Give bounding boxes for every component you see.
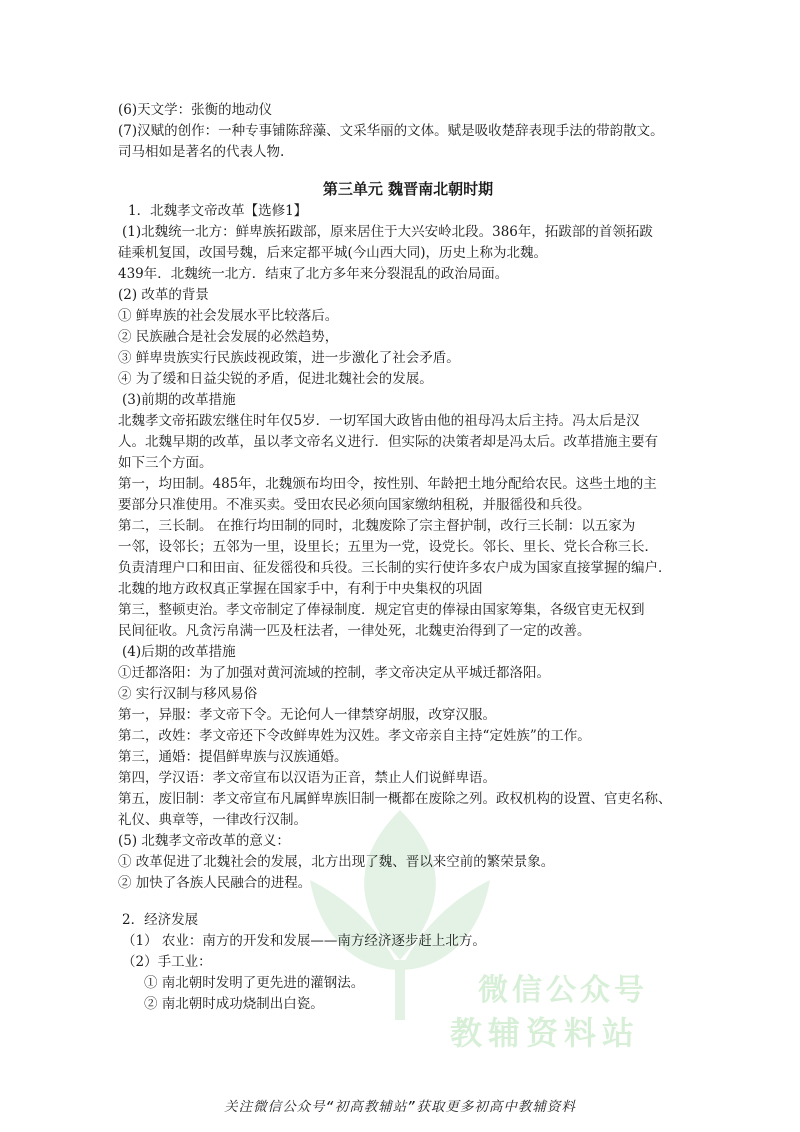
paragraph-line: 礼仪、典章等，一律改行汉制。 [118,812,307,828]
list-item: ①迁都洛阳：为了加强对黄河流域的控制，孝文帝决定从平城迁都洛阳。 [118,665,550,681]
page-footer: 关注微信公众号“初高教辅站”获取更多初高中教辅资料 [224,1099,576,1115]
paragraph-line: 439年．北魏统一北方．结束了北方多年来分裂混乱的政治局面。 [118,266,509,282]
spacer [118,894,698,910]
list-item: （2）手工业： [122,954,212,970]
paragraph-line: 北魏的地方政权真正掌握在国家手中，有利于中央集权的巩固 [118,581,483,597]
list-item: ① 鲜卑族的社会发展水平比较落后。 [118,308,339,324]
paragraph-line: 第一，均田制。485年，北魏颁布均田令，按性别、年龄把土地分配给农民。这些土地的主 [118,476,657,492]
paragraph-line: 第一，异服：孝文帝下令。无论何人一律禁穿胡服，改穿汉服。 [118,707,496,723]
subsection-heading: (2) 改革的背景 [118,287,209,303]
paragraph-line: 北魏孝文帝拓跋宏继住时年仅5岁．一切军国大政皆由他的祖母冯太后主持。冯太后是汉 [118,413,640,429]
paragraph-line: 第四，学汉语：孝文帝宣布以汉语为正音，禁止人们说鲜卑语。 [118,770,496,786]
paragraph-line: 要部分只准使用。不准买卖。受田农民必须向国家缴纳租税，并服徭役和兵役。 [118,497,591,513]
paragraph-line: 第三，整顿吏治。孝文帝制定了俸禄制度．规定官吏的俸禄由国家筹集，各级官吏无权到 [118,602,645,618]
intro-line: (6)天文学：张衡的地动仪 [118,102,273,118]
paragraph-line: 如下三个方面。 [118,455,213,471]
watermark-text-2: 教辅资料站 [450,1014,641,1052]
list-item: （1） 农业：南方的开发和发展——南方经济逐步赶上北方。 [122,933,486,949]
paragraph-line: 硅乘机复国，改国号魏，后来定都平城(今山西大同)，历史上称为北魏。 [118,245,548,261]
list-item: ① 南北朝时发明了更先进的灌钢法。 [144,975,365,991]
subsection-heading: (5) 北魏孝文帝改革的意义： [118,833,290,849]
subsection-heading: (3)前期的改革措施 [122,392,236,408]
watermark-text-1: 微信公众号 [478,973,648,1008]
unit-title: 第三单元 魏晋南北朝时期 [322,180,494,198]
paragraph-line: 第二，改姓：孝文帝还下令改鲜卑姓为汉姓。孝文帝亲自主持“定姓族”的工作。 [118,728,591,744]
list-item: ② 实行汉制与移风易俗 [118,686,258,702]
list-item: ① 改革促进了北魏社会的发展，北方出现了魏、晋以来空前的繁荣景象。 [118,854,555,870]
paragraph-line: 民间征收。凡贪污帛满一匹及枉法者，一律处死，北魏吏治得到了一定的改善。 [118,623,591,639]
list-item: ② 南北朝时成功烧制出白瓷。 [144,996,324,1012]
intro-line: 司马相如是著名的代表人物. [118,144,285,160]
paragraph-line: 第五，废旧制：孝文帝宣布凡属鲜卑族旧制一概都在废除之列。政权机构的设置、官吏名称、 [118,791,672,807]
paragraph-line: 人。北魏早期的改革，虽以孝文帝名义进行．但实际的决策者却是冯太后。改革措施主要有 [118,434,658,450]
list-item: ③ 鲜卑贵族实行民族歧视政策，进一步激化了社会矛盾。 [118,350,460,366]
list-item: ④ 为了缓和日益尖锐的矛盾，促进北魏社会的发展。 [118,371,433,387]
paragraph-line: 负责清理户口和田亩、征发徭役和兵役。三长制的实行使许多农户成为国家直接掌握的编户． [118,560,672,576]
list-item: ② 加快了各族人民融合的进程。 [118,875,312,891]
paragraph-line: 一邻，设邻长；五邻为一里，设里长；五里为一党，设党长。邻长、里长、党长合称三长． [118,539,658,555]
paragraph-line: 第三，通婚：提倡鲜卑族与汉族通婚。 [118,749,348,765]
subsection-heading: (4)后期的改革措施 [122,644,236,660]
paragraph-line: (1)北魏统一北方：鲜卑族拓跋部，原来居住于大兴安岭北段。386年，拓跋部的首领拓跋 [122,224,653,240]
list-item: ② 民族融合是社会发展的必然趋势， [118,329,339,345]
document-body [118,100,698,1015]
section-heading: 1．北魏孝文帝改革【选修1】 [128,203,308,219]
section-heading: 2．经济发展 [122,912,199,928]
intro-line: (7)汉赋的创作：一种专事铺陈辞藻、文采华丽的文体。赋是吸收楚辞表现手法的带韵散文。 [118,123,664,139]
paragraph-line: 第二，三长制。 在推行均田制的同时，北魏废除了宗主督护制，改行三长制：以五家为 [118,518,636,534]
